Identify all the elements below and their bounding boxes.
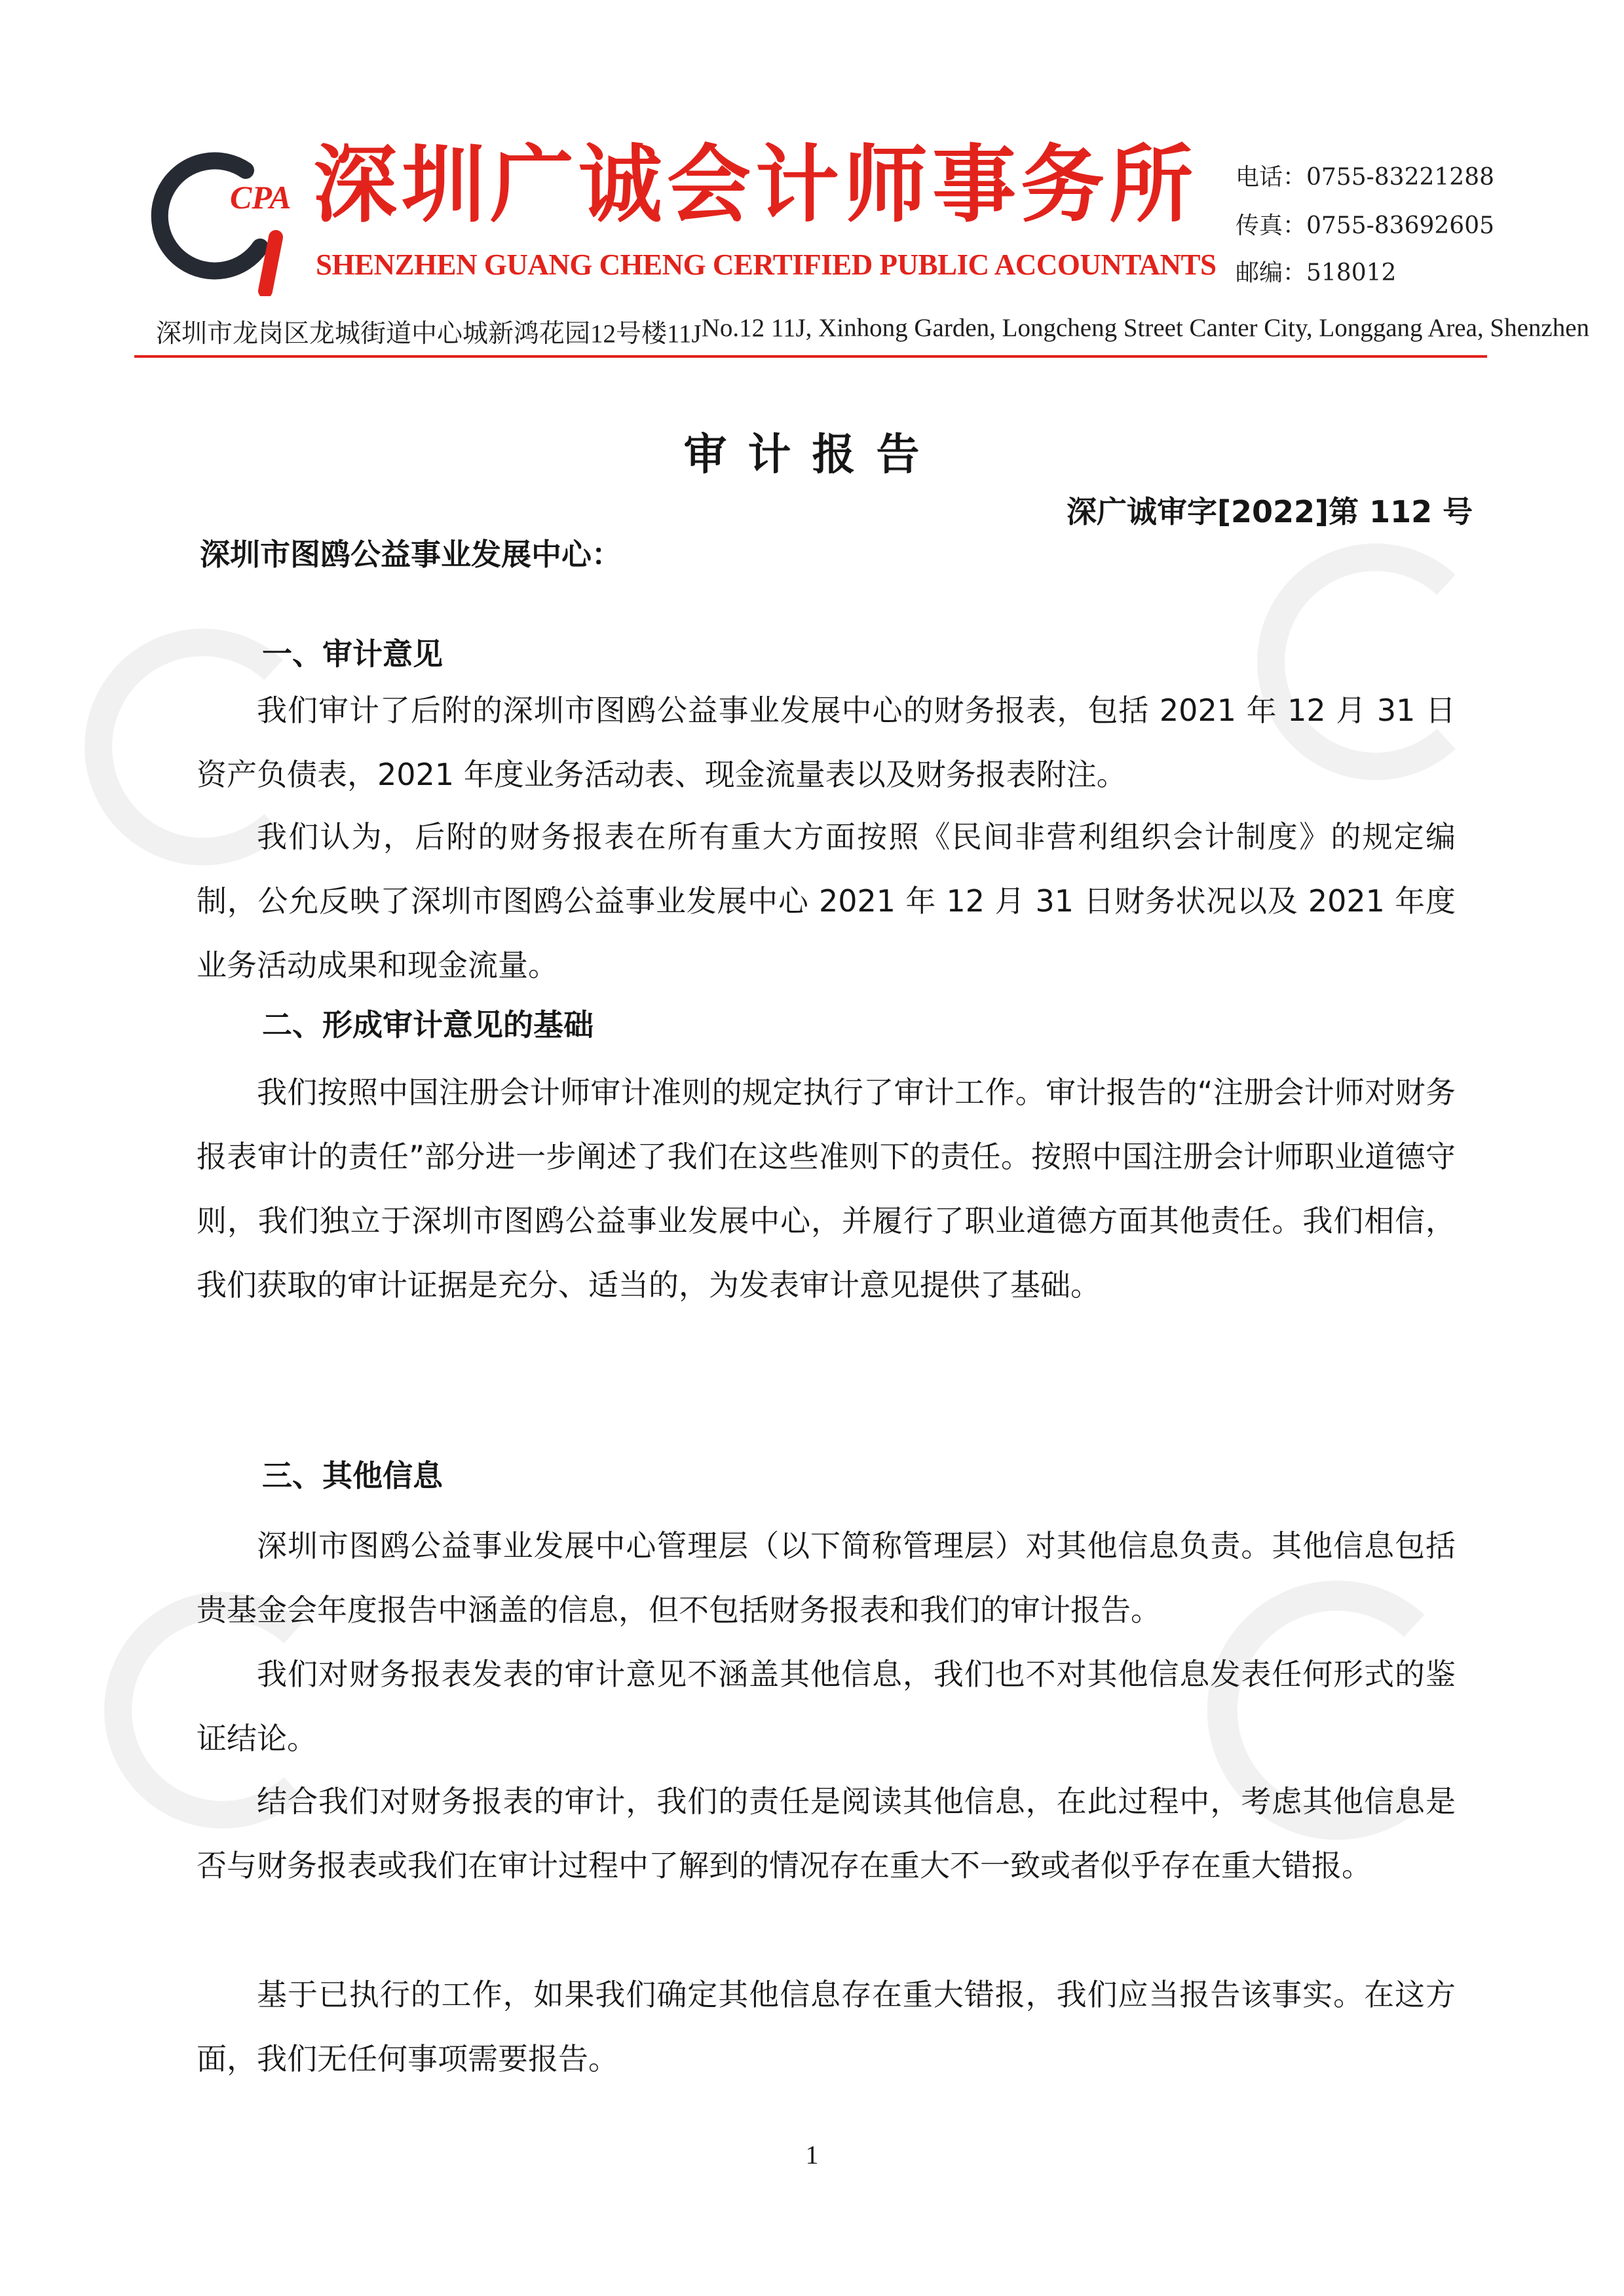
paragraph: 我们审计了后附的深圳市图鸥公益事业发展中心的财务报表，包括 2021 年 12 月 31 日资产负债表，2021 年度业务活动表、现金流量表以及财务报表附注。: [197, 693, 1456, 792]
paragraph: 我们认为，后附的财务报表在所有重大方面按照《民间非营利组织会计制度》的规定编制，公允反映了深圳市图鸥公益事业发展中心 2021 年 12 月 31 日财务状况以及 2021 年度业务活动成果和现金流量。: [197, 819, 1456, 983]
postcode: 邮编：518012: [1236, 259, 1397, 286]
section-heading: 一、审计意见: [262, 636, 443, 672]
report-reference-number: 深广诚审字[2022]第 112 号: [1067, 494, 1473, 529]
address-cn: 深圳市龙岗区龙城街道中心城新鸿花园12号楼11J: [156, 320, 702, 348]
paragraph: 我们对财务报表发表的审计意见不涵盖其他信息，我们也不对其他信息发表任何形式的鉴证结论。: [197, 1656, 1456, 1756]
paragraph: 我们按照中国注册会计师审计准则的规定执行了审计工作。审计报告的“注册会计师对财务报表审计的责任”部分进一步阐述了我们在这些准则下的责任。按照中国注册会计师职业道德守则，我们独立于深圳市图鸥公益事业发展中心，并履行了职业道德方面其他责任。我们相信，我们获取的审计证据是充分、适当的，为发表审计意见提供了基础。: [197, 1075, 1456, 1303]
header-divider: [134, 355, 1487, 358]
logo-mark-text: CPA: [230, 179, 292, 216]
firm-name-en: SHENZHEN GUANG CHENG CERTIFIED PUBLIC ACCOUNTANTS: [316, 248, 1217, 281]
addressee: 深圳市图鸥公益事业发展中心：: [200, 537, 622, 572]
section-heading: 三、其他信息: [262, 1458, 443, 1493]
firm-name-cn: 深圳广诚会计师事务所: [313, 136, 1198, 234]
paragraph: 结合我们对财务报表的审计，我们的责任是阅读其他信息，在此过程中，考虑其他信息是否与财务报表或我们在审计过程中了解到的情况存在重大不一致或者似乎存在重大错报。: [197, 1784, 1456, 1883]
page-number: 1: [805, 2140, 819, 2170]
address-en: No.12 11J, Xinhong Garden, Longcheng Street Canter City, Longgang Area, Shenzhen: [701, 314, 1590, 342]
phone-number: 电话：0755-83221288: [1236, 164, 1495, 191]
section-heading: 二、形成审计意见的基础: [262, 1007, 594, 1043]
cpa-logo-icon: [147, 139, 305, 296]
firm-address: [156, 313, 1590, 350]
fax-number: 传真：0755-83692605: [1236, 212, 1495, 239]
paragraph: 基于已执行的工作，如果我们确定其他信息存在重大错报，我们应当报告该事实。在这方面，我们无任何事项需要报告。: [197, 1977, 1456, 2076]
paragraph: 深圳市图鸥公益事业发展中心管理层（以下简称管理层）对其他信息负责。其他信息包括贵基金会年度报告中涵盖的信息，但不包括财务报表和我们的审计报告。: [197, 1528, 1456, 1628]
report-title: 审计报告: [683, 429, 941, 480]
